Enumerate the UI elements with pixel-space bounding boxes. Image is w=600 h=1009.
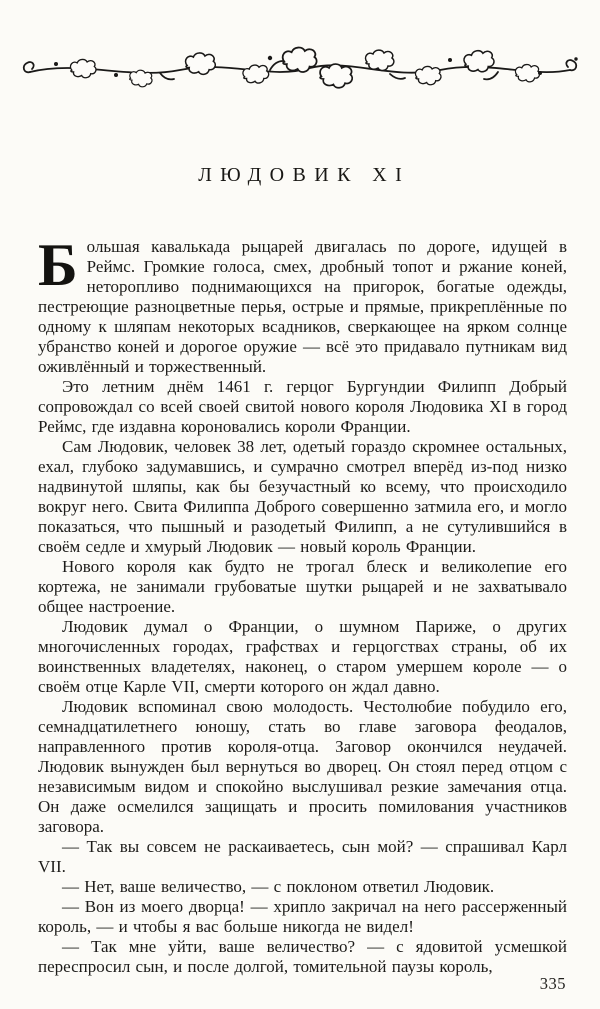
- drop-cap: Б: [38, 232, 78, 298]
- chapter-title: ЛЮДОВИК XI: [198, 164, 411, 186]
- paragraph-dialogue: — Вон из моего дворца! — хрипло закричал на него рассерженный король, — и чтобы я вас больше никогда не видел!: [38, 897, 567, 936]
- paragraph: Людовик думал о Франции, о шумном Париже, о других многочисленных городах, графствах и герцогствах страны, об их воинственных владетелях, наконец, о старом умершем короле — о своём отце Карле VII, смерти которого он ждал давно.: [38, 617, 567, 696]
- paragraph: Это летним днём 1461 г. герцог Бургундии Филипп Добрый сопровождал со всей своей свитой нового короля Людовика XI в город Реймс, где издавна короновались короли Франции.: [38, 377, 567, 436]
- paragraph: Людовик вспоминал свою молодость. Честолюбие побудило его, семнадцатилетнего юношу, стать во главе заговора феодалов, направленного против короля-отца. Заговор окончился неудачей. Людовик вынужден был вернуться во дворец. Он стоял перед отцом с независимым видом и спокойно выслушивал резкие замечания отца. Он даже осмелился защищать и просить помилования участников заговора.: [38, 697, 567, 836]
- page-body: [38, 232, 567, 977]
- paragraph: Сам Людовик, человек 38 лет, одетый гораздо скромнее остальных, ехал, глубоко задумавшись, и сумрачно смотрел вперёд из-под низко надвинутой шляпы, как бы безучастный ко всему, что происходило вокруг него. Свита Филиппа Доброго совершенно затмила его, и могло показаться, что пышный и разодетый Филипп, а не сутулившийся в своём седле и хмурый Людовик — новый король Франции.: [38, 437, 567, 556]
- paragraph: Нового короля как будто не трогал блеск и великолепие его кортежа, не занимали грубоватые шутки рыцарей и не захватывало общее настроение.: [38, 557, 567, 616]
- paragraph-dialogue: — Так вы совсем не раскаиваетесь, сын мой? — спрашивал Карл VII.: [38, 837, 567, 876]
- page-number: 335: [539, 974, 566, 993]
- floral-vine-ornament-icon: [20, 44, 580, 92]
- paragraph-dialogue: — Нет, ваше величество, — с поклоном ответил Людовик.: [62, 877, 495, 896]
- paragraph: [38, 232, 567, 377]
- paragraph-text: ольшая кавалькада рыцарей двигалась по дороге, идущей в Реймс. Громкие голоса, смех, дробный топот и ржание коней, неторопливо поднимающихся на пригорок, богатые одежды, пестреющие разноцветные перья, острые и прямые, прикреплённые по одному к шляпам некоторых всадников, сверкающее на ярком солнце убранство коней и дорогое оружие — всё это придавало путникам вид оживлённый и торжественный.: [38, 237, 567, 376]
- paragraph-dialogue: — Так мне уйти, ваше величество? — с ядовитой усмешкой переспросил сын, и после долгой, томительной паузы король,: [38, 937, 567, 976]
